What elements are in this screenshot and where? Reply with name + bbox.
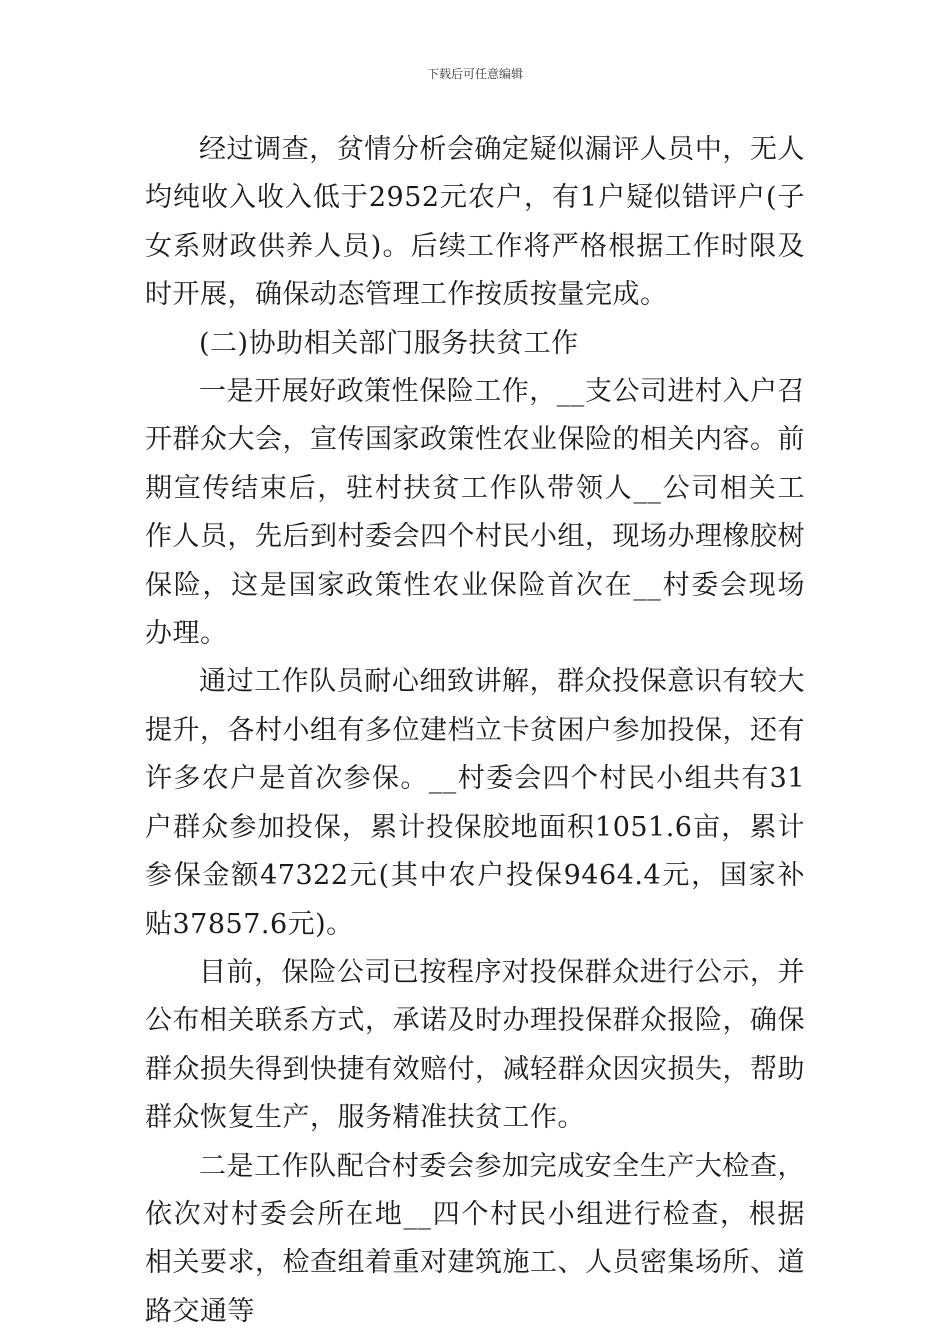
paragraph-insurance-statistics: 通过工作队员耐心细致讲解，群众投保意识有较大提升，各村小组有多位建档立卡贫困户参加投保，还有许多农户是首次参保。__村委会四个村民小组共有31户群众参加投保，累计投保胶地面积1051.6亩，累计参保金额47322元(其中农户投保9464.4元，国家补贴37857.6元)。 <box>145 666 805 940</box>
page-header: 下载后可任意编辑 <box>426 67 523 81</box>
paragraph-safety-inspection: 二是工作队配合村委会参加完成安全生产大检查，依次对村委会所在地__四个村民小组进行检查，根据相关要求，检查组着重对建筑施工、人员密集场所、道路交通等 <box>145 1150 805 1327</box>
paragraph-insurance-publicity: 目前，保险公司已按程序对投保群众进行公示，并公布相关联系方式，承诺及时办理投保群众报险，确保群众损失得到快捷有效赔付，减轻群众因灾损失，帮助群众恢复生产，服务精准扶贫工作。 <box>145 956 805 1134</box>
paragraph-policy-insurance: 一是开展好政策性保险工作，__支公司进村入户召开群众大会，宣传国家政策性农业保险的相关内容。前期宣传结束后，驻村扶贫工作队带领人__公司相关工作人员，先后到村委会四个村民小组，现场办理橡胶树保险，这是国家政策性农业保险首次在__村委会现场办理。 <box>145 376 805 650</box>
paragraph-investigation-result: 经过调查，贫情分析会确定疑似漏评人员中，无人均纯收入收入低于2952元农户，有1户疑似错评户(子女系财政供养人员)。后续工作将严格根据工作时限及时开展，确保动态管理工作按质按量完成。 <box>145 134 805 311</box>
document-body <box>145 126 805 1336</box>
section-heading-assist-departments: (二)协助相关部门服务扶贫工作 <box>199 327 579 359</box>
